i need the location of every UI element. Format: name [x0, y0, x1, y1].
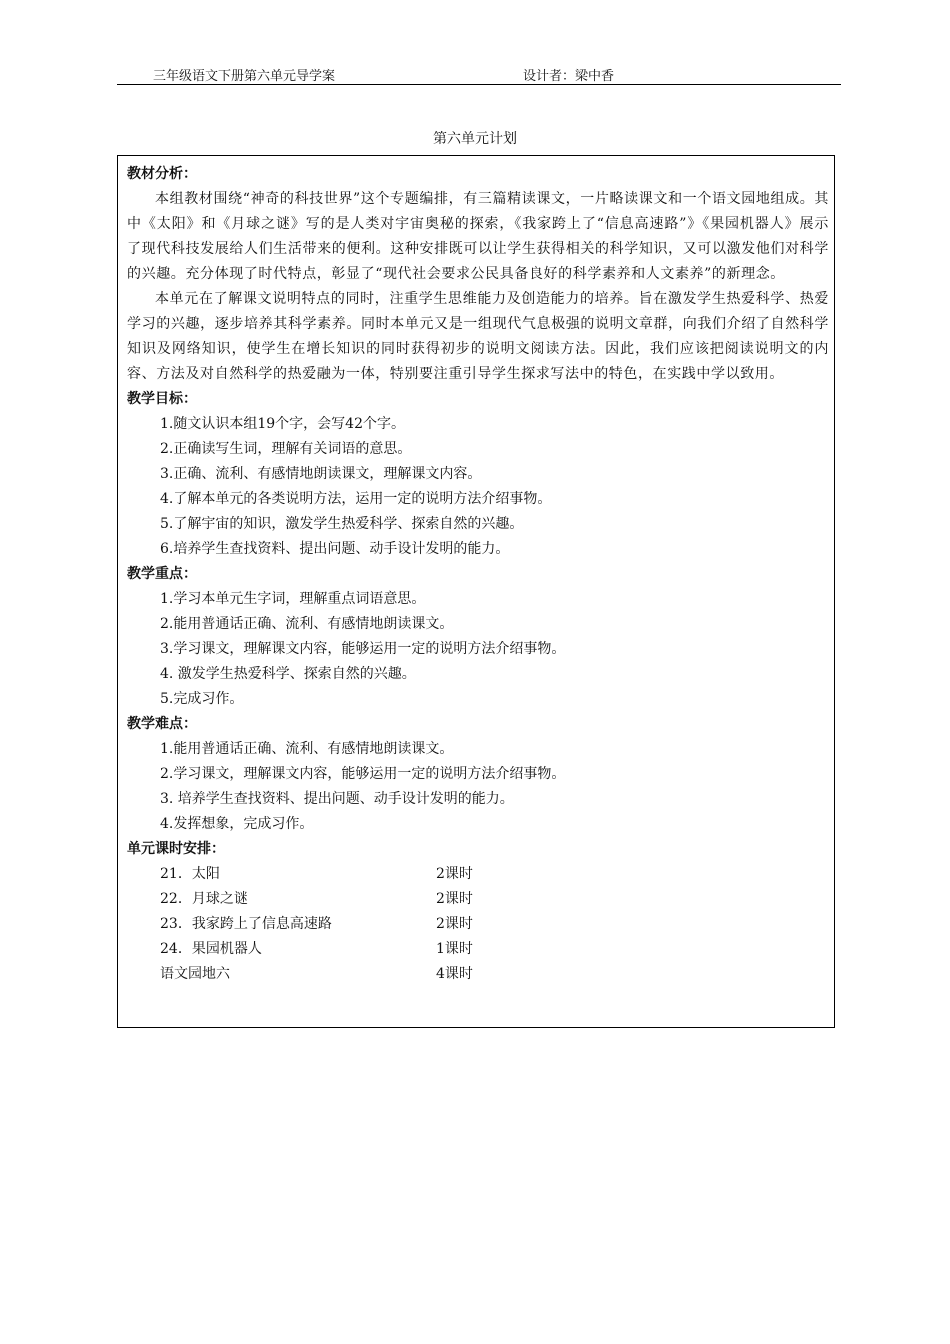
schedule-heading: 单元课时安排：	[127, 841, 225, 857]
unit-plan-content	[127, 162, 829, 987]
schedule-hours: 4课时	[436, 966, 473, 982]
goal-item: 2.正确读写生词，理解有关词语的意思。	[160, 441, 412, 457]
difficulty-item: 2.学习课文，理解课文内容，能够运用一定的说明方法介绍事物。	[160, 766, 566, 782]
schedule-hours: 2课时	[436, 916, 473, 932]
unit-plan-box	[117, 155, 835, 1028]
difficulty-item: 1.能用普通话正确、流利、有感情地朗读课文。	[160, 741, 454, 757]
schedule-row	[127, 912, 829, 937]
key-point-item: 2.能用普通话正确、流利、有感情地朗读课文。	[160, 616, 454, 632]
goal-item: 4.了解本单元的各类说明方法，运用一定的说明方法介绍事物。	[160, 491, 552, 507]
key-point-item: 3.学习课文，理解课文内容，能够运用一定的说明方法介绍事物。	[160, 641, 566, 657]
goal-item: 5.了解宇宙的知识，激发学生热爱科学、探索自然的兴趣。	[160, 516, 524, 532]
key-point-item: 4. 激发学生热爱科学、探索自然的兴趣。	[160, 666, 416, 682]
header-course-title: 三年级语文下册第六单元导学案	[153, 69, 336, 84]
difficulties-heading: 教学难点：	[127, 716, 197, 732]
schedule-lesson: 23．我家跨上了信息高速路	[160, 916, 332, 932]
goal-item: 3.正确、流利、有感情地朗读课文，理解课文内容。	[160, 466, 482, 482]
header-designer: 设计者：梁中香	[523, 69, 615, 84]
key-points-heading: 教学重点：	[127, 566, 197, 582]
schedule-lesson: 21．太阳	[160, 866, 220, 882]
schedule-row	[127, 887, 829, 912]
schedule-lesson: 22．月球之谜	[160, 891, 248, 907]
schedule-hours: 1课时	[436, 941, 473, 957]
schedule-row	[127, 862, 829, 887]
page-header	[117, 64, 841, 85]
goals-heading: 教学目标：	[127, 391, 197, 407]
schedule-hours: 2课时	[436, 891, 473, 907]
analysis-paragraph: 本组教材围绕“神奇的科技世界”这个专题编排，有三篇精读课文，一片略读课文和一个语文园地组成。其中《太阳》和《月球之谜》写的是人类对宇宙奥秘的探索，《我家跨上了“信息高速路”》《果园机器人》展示了现代科技发展给人们生活带来的便利。这种安排既可以让学生获得相关的科学知识，又可以激发他们对科学的兴趣。充分体现了时代特点，彰显了“现代社会要求公民具备良好的科学素养和人文素养”的新理念。	[127, 191, 829, 282]
schedule-row	[127, 937, 829, 962]
schedule-row	[127, 962, 829, 987]
page-title: 第六单元计划	[433, 131, 517, 147]
key-point-item: 5.完成习作。	[160, 691, 244, 707]
key-point-item: 1.学习本单元生字词，理解重点词语意思。	[160, 591, 426, 607]
goal-item: 6.培养学生查找资料、提出问题、动手设计发明的能力。	[160, 541, 510, 557]
goal-item: 1.随文认识本组19个字，会写42个字。	[160, 416, 405, 432]
schedule-lesson: 24．果园机器人	[160, 941, 262, 957]
analysis-paragraph: 本单元在了解课文说明特点的同时，注重学生思维能力及创造能力的培养。旨在激发学生热爱科学、热爱学习的兴趣，逐步培养其科学素养。同时本单元又是一组现代气息极强的说明文章群，向我们介绍了自然科学知识及网络知识，使学生在增长知识的同时获得初步的说明文阅读方法。因此，我们应该把阅读说明文的内容、方法及对自然科学的热爱融为一体，特别要注重引导学生探求写法中的特色，在实践中学以致用。	[127, 291, 829, 382]
difficulty-item: 4.发挥想象，完成习作。	[160, 816, 314, 832]
analysis-heading: 教材分析：	[127, 166, 197, 182]
difficulty-item: 3. 培养学生查找资料、提出问题、动手设计发明的能力。	[160, 791, 514, 807]
schedule-lesson: 语文园地六	[160, 966, 230, 982]
schedule-hours: 2课时	[436, 866, 473, 882]
